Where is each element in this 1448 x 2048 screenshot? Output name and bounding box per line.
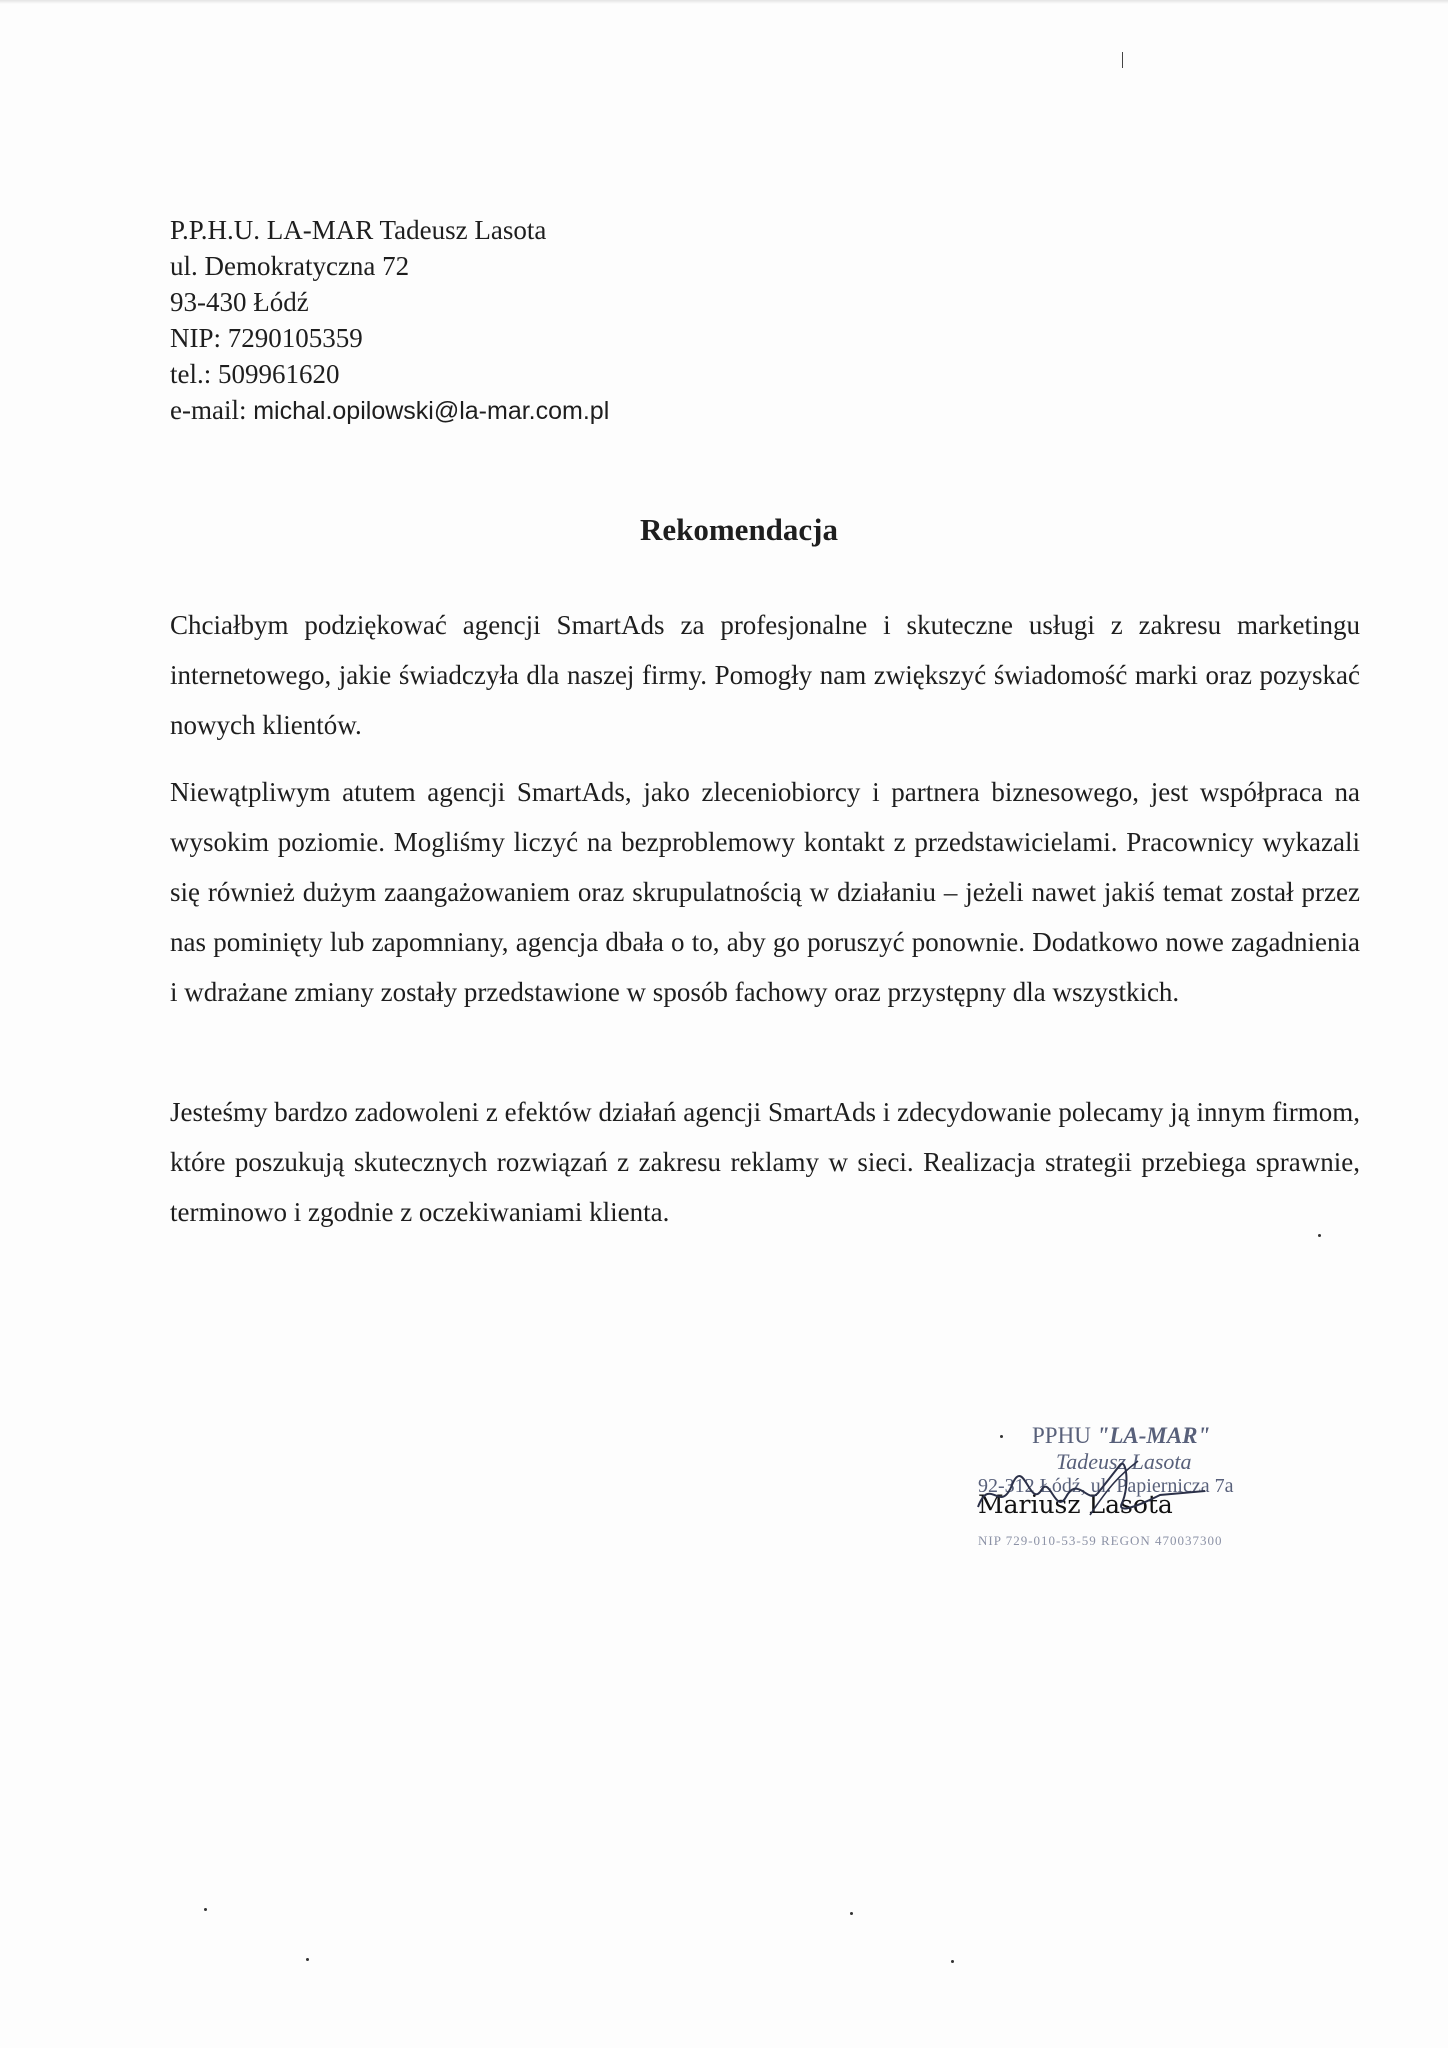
letter-title: Rekomendacja — [639, 512, 839, 547]
scan-mark — [1122, 52, 1123, 68]
scan-speck — [951, 1960, 954, 1963]
sender-email — [170, 392, 609, 429]
scan-speck — [850, 1912, 853, 1915]
paragraph-2: Niewątpliwym atutem agencji SmartAds, jako zleceniobiorcy i partnera biznesowego, jest współpraca na wysokim poziomie. Mogliśmy liczyć na bezproblemowy kontakt z przedstawicielami. Pracownicy wykazali się również dużym zaangażowaniem oraz skrupulatnością w działaniu – jeżeli nawet jakiś temat został przez nas pominięty lub zapomniany, agencja dbała o to, aby go poruszyć ponownie. Dodatkowo nowe zagadnienia i wdrażane zmiany zostały przedstawione w sposób fachowy oraz przystępny dla wszystkich. — [170, 777, 1360, 1007]
scan-speck — [204, 1908, 207, 1911]
sender-city: 93-430 Łódź — [170, 287, 309, 317]
stamp-prefix: PPHU — [1032, 1423, 1097, 1448]
handwritten-signature — [970, 1445, 1220, 1525]
scan-speck — [1318, 1234, 1321, 1237]
stamp-ids: NIP 729-010-53-59 REGON 470037300 — [978, 1533, 1223, 1548]
sender-block — [170, 212, 609, 429]
stamp-brand: "LA-MAR" — [1096, 1423, 1211, 1448]
sender-nip: NIP: 7290105359 — [170, 323, 363, 353]
scan-speck — [1000, 1435, 1003, 1438]
paragraph-3: Jesteśmy bardzo zadowoleni z efektów działań agencji SmartAds i zdecydowanie polecamy ją innym firmom, które poszukują skutecznych rozwiązań z zakresu reklamy w sieci. Realizacja strategii przebiega sprawnie, terminowo i zgodnie z oczekiwaniami klienta. — [170, 1097, 1360, 1227]
sender-email-label: e-mail: — [170, 395, 254, 425]
sender-company: P.P.H.U. LA-MAR Tadeusz Lasota — [170, 215, 547, 245]
sender-phone: tel.: 509961620 — [170, 359, 340, 389]
scan-edge — [0, 0, 1448, 4]
sender-email-value: michal.opilowski@la-mar.com.pl — [253, 397, 610, 425]
paragraph-1: Chciałbym podziękować agencji SmartAds za profesjonalne i skuteczne usługi z zakresu marketingu internetowego, jakie świadczyła dla naszej firmy. Pomogły nam zwiększyć świadomość marki oraz pozyskać nowych klientów. — [170, 610, 1360, 740]
sender-street: ul. Demokratyczna 72 — [170, 251, 410, 281]
signature-name: Mariusz Lasota — [978, 1490, 1173, 1519]
stamp-owner: Tadeusz Lasota — [1056, 1449, 1192, 1474]
scan-speck — [306, 1958, 309, 1961]
stamp-address: 92-312 Łódź, ul. Papiernicza 7a — [978, 1475, 1234, 1497]
